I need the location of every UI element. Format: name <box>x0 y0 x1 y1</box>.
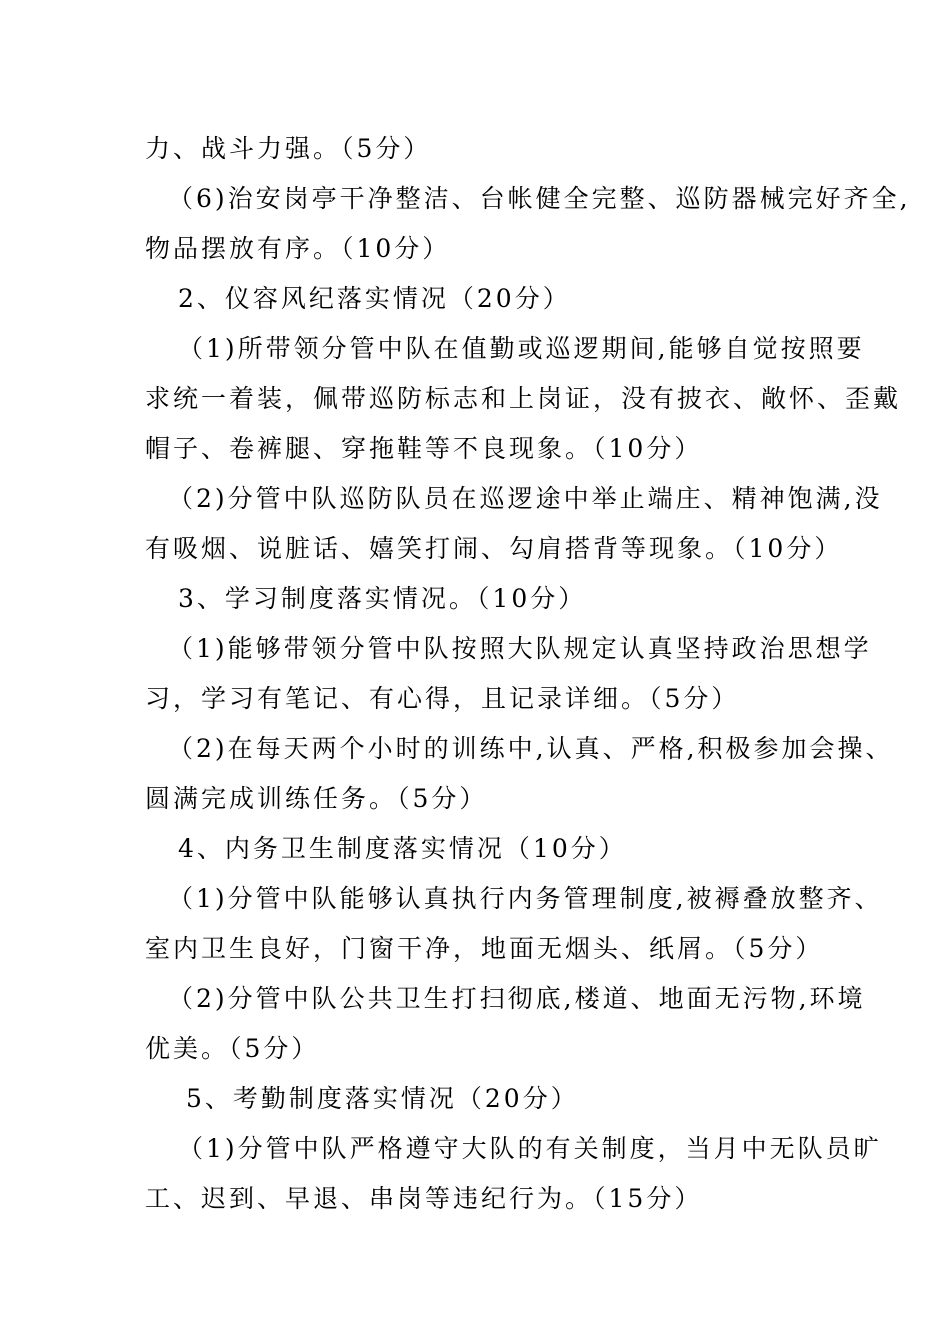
text-line: 室内卫生良好，门窗干净，地面无烟头、纸屑。（5分） <box>145 934 824 963</box>
text-line: 有吸烟、说脏话、嬉笑打闹、勾肩搭背等现象。（10分） <box>145 534 843 563</box>
text-line: 求统一着装，佩带巡防标志和上岗证，没有披衣、敞怀、歪戴 <box>145 384 902 413</box>
text-line: 工、迟到、早退、串岗等违纪行为。（15分） <box>145 1184 703 1213</box>
text-line: 优美。（5分） <box>145 1034 320 1063</box>
text-line: 习，学习有笔记、有心得，且记录详细。（5分） <box>145 684 740 713</box>
text-line: 力、战斗力强。（5分） <box>145 134 432 163</box>
text-line: （1)所带领分管中队在值勤或巡逻期间,能够自觉按照要 <box>178 334 865 363</box>
text-line: （1)能够带领分管中队按照大队规定认真坚持政治思想学 <box>168 634 872 663</box>
text-line: （2)分管中队巡防队员在巡逻途中举止端庄、精神饱满,没 <box>168 484 883 513</box>
text-line: （2)在每天两个小时的训练中,认真、严格,积极参加会操、 <box>168 734 894 763</box>
text-line: （6)治安岗亭干净整洁、台帐健全完整、巡防器械完好齐全, <box>168 184 911 213</box>
text-line: （1)分管中队严格遵守大队的有关制度，当月中无队员旷 <box>178 1134 882 1163</box>
text-line: （2)分管中队公共卫生打扫彻底,楼道、地面无污物,环境 <box>168 984 866 1013</box>
section-heading: 3、学习制度落实情况。（10分） <box>178 584 587 613</box>
section-heading: 5、考勤制度落实情况（20分） <box>186 1084 579 1113</box>
text-line: （1)分管中队能够认真执行内务管理制度,被褥叠放整齐、 <box>168 884 883 913</box>
text-line: 物品摆放有序。（10分） <box>145 234 451 263</box>
section-heading: 2、仪容风纪落实情况（20分） <box>178 284 571 313</box>
text-line: 圆满完成训练任务。（5分） <box>145 784 488 813</box>
section-heading: 4、内务卫生制度落实情况（10分） <box>178 834 627 863</box>
text-line: 帽子、卷裤腿、穿拖鞋等不良现象。（10分） <box>145 434 703 463</box>
